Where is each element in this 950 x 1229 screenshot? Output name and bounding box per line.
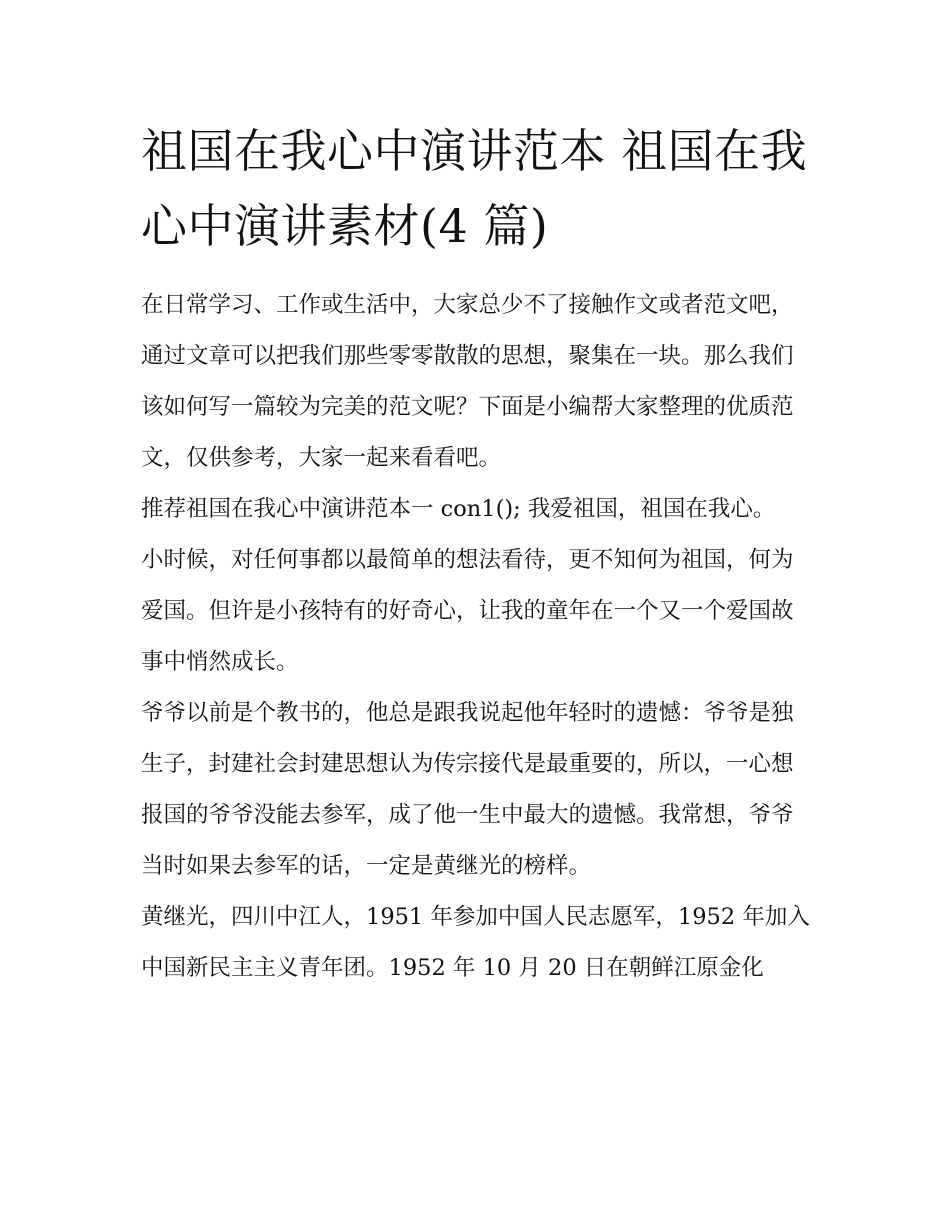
document-title: 祖国在我心中演讲范本 祖国在我心中演讲素材(4 篇): [141, 124, 808, 253]
paragraph-recommend: 推荐祖国在我心中演讲范本一 con1(); 我爱祖国，祖国在我心。: [141, 496, 776, 522]
document-content: [141, 114, 813, 994]
paragraph-grandfather: 爷爷以前是个教书的，他总是跟我说起他年轻时的遗憾：爷爷是独生子，封建社会封建思想认为传宗接代是最重要的，所以，一心想报国的爷爷没能去参军，成了他一生中最大的遗憾。我常想，爷爷当时如果去参军的话，一定是黄继光的榜样。: [141, 700, 794, 879]
paragraph-childhood: 小时候，对任何事都以最简单的想法看待，更不知何为祖国，何为爱国。但许是小孩特有的好奇心，让我的童年在一个又一个爱国故事中悄然成长。: [141, 547, 794, 675]
document-body: [141, 280, 813, 994]
paragraph-huang-jiguang: 黄继光，四川中江人，1951 年参加中国人民志愿军，1952 年加入中国新民主主义青年团。1952 年 10 月 20 日在朝鲜江原金化: [141, 904, 810, 981]
paragraph-intro: 在日常学习、工作或生活中，大家总少不了接触作文或者范文吧，通过文章可以把我们那些零零散散的思想，聚集在一块。那么我们该如何写一篇较为完美的范文呢？下面是小编帮大家整理的优质范文，仅供参考，大家一起来看看吧。: [141, 292, 794, 471]
